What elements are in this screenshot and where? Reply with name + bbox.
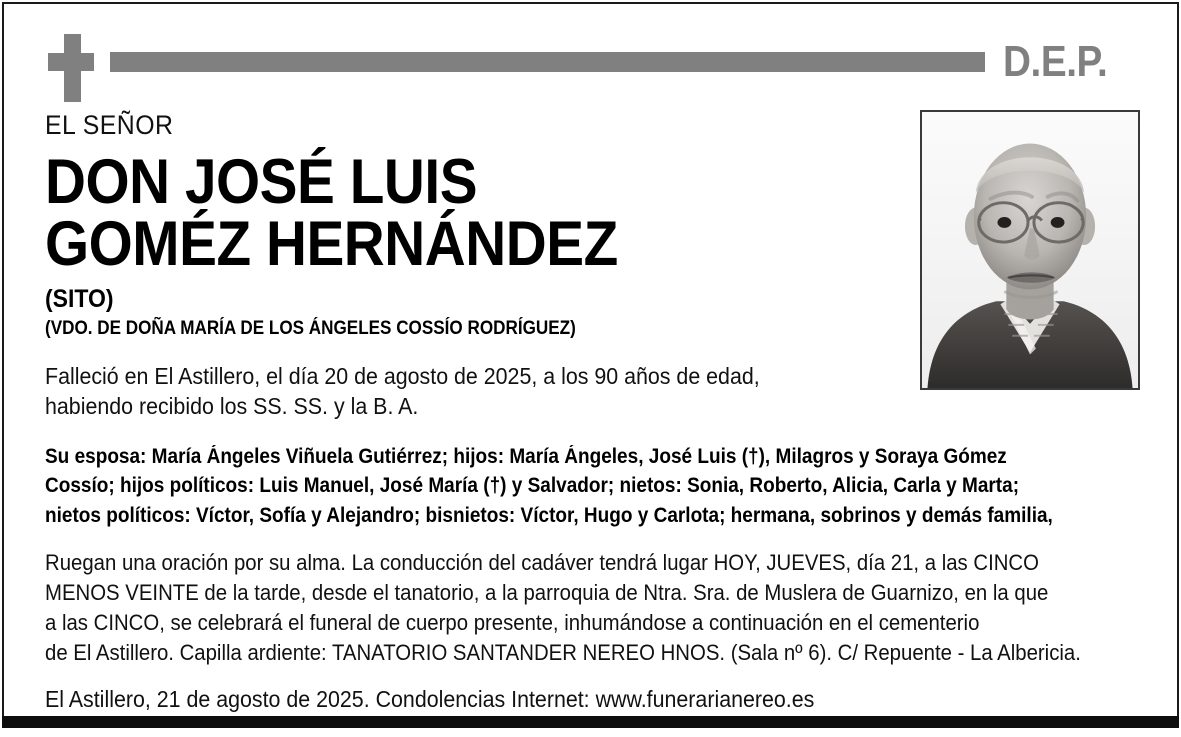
family-line-3: nietos políticos: Víctor, Sofía y Alejandro; bisnietos: Víctor, Hugo y Carlota; hermana, sobrinos y demás familia, <box>45 504 1053 528</box>
border-left <box>2 2 4 718</box>
service-line-2: MENOS VEINTE de la tarde, desde el tanatorio, a la parroquia de Ntra. Sra. de Muslera de Guarnizo, en la que <box>45 580 1049 606</box>
border-top <box>2 2 1179 4</box>
rest-in-peace-label: D.E.P. <box>1003 37 1108 86</box>
closing-line: El Astillero, 21 de agosto de 2025. Condolencias Internet: www.funerarianereo.es <box>45 685 815 712</box>
family-line-2: Cossío; hijos políticos: Luis Manuel, José María (†) y Salvador; nietos: Sonia, Roberto, Alicia, Carla y Marta; <box>45 474 1020 498</box>
border-right <box>1177 2 1179 718</box>
service-line-3: a las CINCO, se celebrará el funeral de cuerpo presente, inhumándose a continuación en el cementerio <box>45 609 980 635</box>
death-information <box>45 361 1059 422</box>
nickname: (SITO) <box>45 284 114 313</box>
family-line-1: Su esposa: María Ángeles Viñuela Gutiérrez; hijos: María Ángeles, José Luis (†), Milagros y Soraya Gómez <box>45 444 1007 468</box>
service-line-1: Ruegan una oración por su alma. La conducción del cadáver tendrá lugar HOY, JUEVES, día 21, a las CINCO <box>45 550 1039 576</box>
funeral-service-details <box>45 548 1081 668</box>
header-banner <box>0 26 1181 98</box>
death-info-line-1: Falleció en El Astillero, el día 20 de agosto de 2025, a los 90 años de edad, <box>45 362 760 389</box>
surviving-family-list <box>45 442 1053 531</box>
cross-icon <box>48 34 94 102</box>
deceased-portrait-photo <box>920 110 1140 390</box>
deceased-name-line-2: GOMÉZ HERNÁNDEZ <box>45 209 618 280</box>
header-divider-rule <box>110 52 985 72</box>
portrait-illustration <box>922 112 1138 388</box>
border-bottom <box>2 716 1179 728</box>
deceased-name <box>45 147 1026 280</box>
deceased-name-line-1: DON JOSÉ LUIS <box>45 147 478 218</box>
courtesy-title: EL SEÑOR <box>45 110 174 140</box>
death-info-line-2: habiendo recibido los SS. SS. y la B. A. <box>45 393 419 420</box>
service-line-4: de El Astillero. Capilla ardiente: TANATORIO SANTANDER NEREO HNOS. (Sala nº 6). C/ Repuente - La Albericia. <box>45 639 1081 665</box>
widower-note: (VDO. DE DOÑA MARÍA DE LOS ÁNGELES COSSÍO RODRÍGUEZ) <box>45 317 576 339</box>
cross-horizontal-bar <box>48 53 94 71</box>
